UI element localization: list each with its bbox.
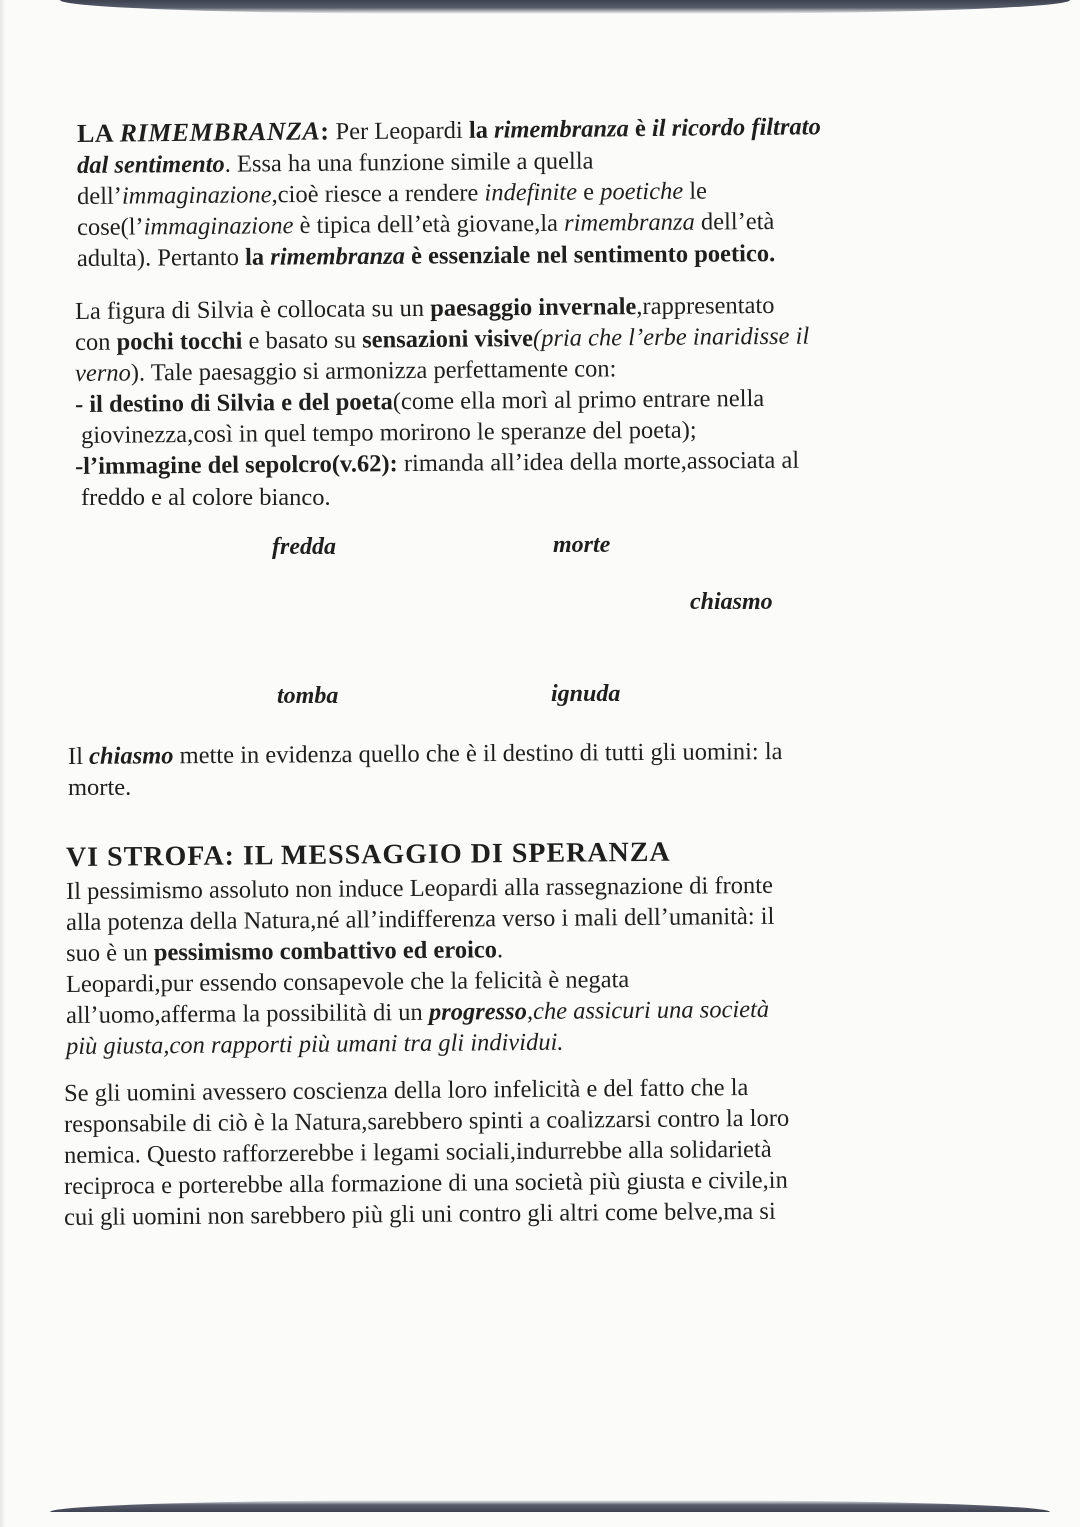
text-run: alla potenza della Natura,né all’indifferenza verso i mali dell’umanità: il	[65, 902, 775, 936]
text-run: pessimismo combattivo ed eroico	[153, 936, 498, 967]
chiasmo-line-2	[68, 772, 948, 803]
rimembranza-line-5	[77, 237, 957, 274]
text-run: morte.	[68, 774, 132, 801]
chiasmo-word-ignuda: ignuda	[551, 681, 621, 707]
text-run: La figura di Silvia è collocata su un	[74, 294, 431, 325]
text-run: progresso	[428, 997, 528, 1026]
text-run: rimembranza	[563, 208, 695, 237]
chiasmo-word-tomba: tomba	[277, 683, 339, 709]
text-run: all’uomo,afferma la possibilità di un	[65, 998, 429, 1029]
page-left-shadow	[0, 0, 6, 1527]
text-run: è tipica dell’età giovane,la	[293, 209, 565, 240]
text-run: -l’immagine del sepolcro(v.62):	[74, 450, 398, 480]
speranza-paragraph	[65, 871, 946, 1062]
text-run: pochi tocchi	[116, 327, 243, 356]
chiasmo-explanation	[67, 738, 948, 803]
silvia-line-7	[75, 482, 955, 513]
text-run: Il pessimismo assoluto non induce Leopardi alla rassegnazione di fronte	[65, 871, 774, 905]
text-run: chiasmo	[88, 742, 174, 770]
text-run: ). Tale paesaggio si armonizza perfettamente con:	[130, 355, 617, 387]
text-run: (pria che l’erbe inaridisse il	[532, 322, 810, 353]
text-run: dell’età	[694, 207, 775, 236]
text-run: freddo e al colore bianco.	[81, 484, 331, 511]
section-heading-vi-strofa: VI STROFA: IL MESSAGGIO DI SPERANZA	[65, 836, 671, 873]
text-run: rimembranza	[493, 115, 629, 144]
text-run: le	[683, 177, 708, 205]
text-run: la	[244, 243, 271, 271]
text-run: suo è un	[65, 939, 154, 967]
chiasmo-label: chiasmo	[690, 589, 773, 615]
text-run: sensazioni visive	[362, 325, 534, 354]
text-run: poetiche	[600, 177, 684, 206]
chiasmo-word-fredda: fredda	[272, 534, 336, 560]
text-run: (come ella morì al primo entrare nella	[392, 384, 765, 416]
text-run: con	[74, 328, 117, 356]
text-run: è	[628, 114, 653, 143]
silvia-paragraph	[74, 291, 955, 513]
chiasmo-word-morte: morte	[553, 532, 611, 558]
text-run: rimembranza	[270, 242, 406, 271]
text-run: la	[468, 116, 495, 144]
text-run: .	[768, 240, 776, 268]
text-run: giovinezza,così in quel tempo morirono le speranze del poeta);	[80, 416, 697, 449]
text-run: dell’	[76, 182, 123, 210]
text-run: Leopardi,pur essendo consapevole che la felicità è negata	[65, 966, 630, 998]
silvia-line-6	[75, 443, 955, 482]
text-run: immaginazione	[143, 212, 294, 241]
text-run: reciproca e porterebbe alla formazione di una società più giusta e civile,in	[63, 1166, 788, 1200]
text-run: Il	[67, 742, 90, 770]
text-run: più giusta,con rapporti più umani tra gli individui.	[65, 1028, 564, 1060]
natura-paragraph	[63, 1074, 944, 1233]
text-run: ,rappresentato	[636, 291, 775, 321]
text-run: nemica. Questo rafforzerebbe i legami sociali,indurrebbe alla solidarietà	[63, 1135, 772, 1169]
text-run: cui gli uomini non sarebbero più gli uni contro gli altri come belve,ma si	[63, 1197, 776, 1231]
text-run: responsabile di ciò è la Natura,sarebbero spinti a coalizzarsi contro la loro	[63, 1104, 790, 1138]
speranza-line-6	[66, 1023, 946, 1062]
text-run: e basato su	[242, 326, 363, 355]
text-run: dal sentimento	[76, 150, 225, 179]
text-run: Se gli uomini avessero coscienza della loro infelicità e del fatto che la	[63, 1074, 749, 1107]
text-run: rimanda all’idea della morte,associata al	[397, 446, 800, 478]
text-run: e	[576, 178, 601, 206]
text-run: verno	[74, 359, 131, 387]
text-run: è essenziale nel sentimento poetico	[404, 240, 770, 270]
natura-line-5	[64, 1194, 944, 1233]
rimembranza-paragraph	[76, 113, 957, 274]
text-run: ,che assicuri una società	[526, 995, 770, 1025]
chiasmo-line-1	[68, 735, 948, 772]
text-run: indefinite	[484, 178, 578, 207]
text-run: cose(l’	[76, 213, 144, 241]
text-run: Per Leopardi	[329, 116, 470, 146]
text-run: . Essa ha una funzione simile a quella	[224, 147, 594, 178]
text-run: .	[496, 936, 504, 964]
text-run: il ricordo filtrato	[651, 113, 821, 142]
text-run: mette in evidenza quello che è il destino di tutti gli uomini: la	[173, 738, 783, 770]
page-bottom-shadow	[50, 1500, 1050, 1512]
section-title-colon: :	[320, 116, 330, 146]
section-title-prefix: LA	[76, 118, 120, 148]
text-run: ,cioè riesce a rendere	[271, 179, 485, 209]
text-run: - il destino di Silvia e del poeta	[74, 388, 393, 418]
text-run: immaginazione	[121, 181, 272, 210]
section-title-term: RIMEMBRANZA	[119, 116, 321, 148]
page-top-shadow	[60, 0, 1070, 14]
text-run: adulta). Pertanto	[76, 243, 246, 272]
text-run: paesaggio invernale	[430, 293, 637, 322]
